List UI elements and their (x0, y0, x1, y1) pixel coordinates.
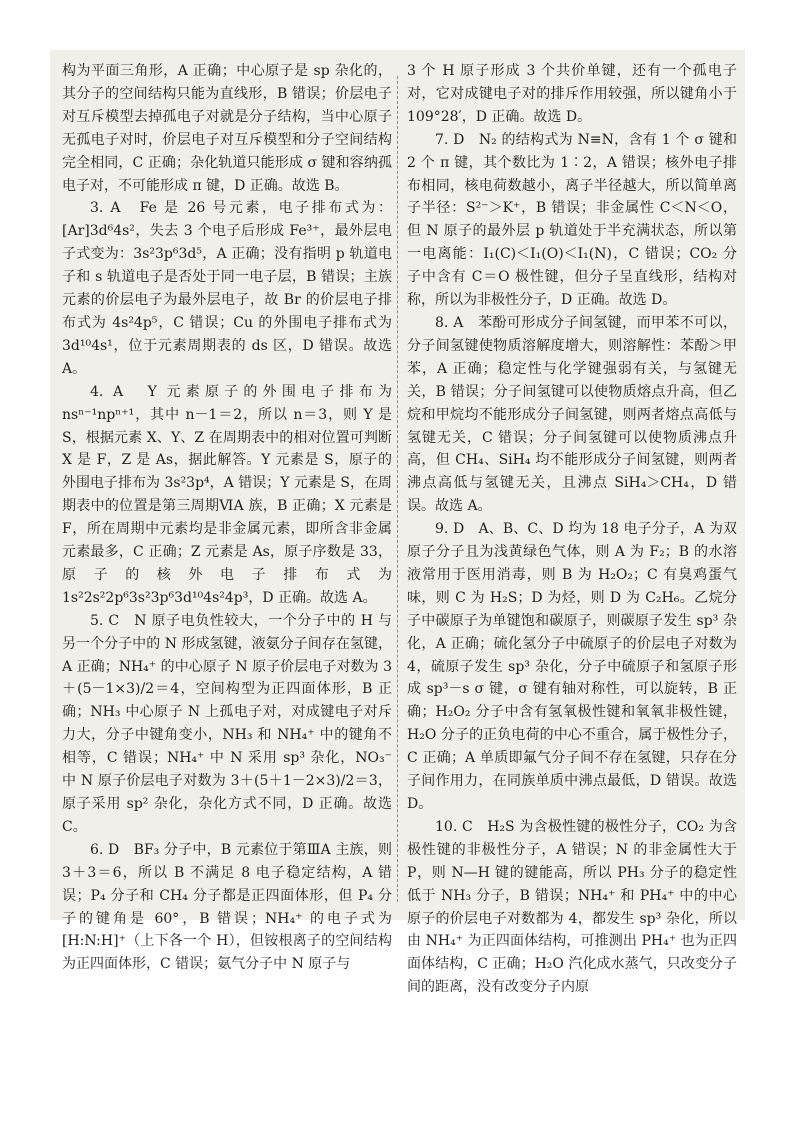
column-divider (397, 76, 399, 902)
answer-10: 10. C H₂S 为含极性键的极性分子，CO₂ 为含极性键的非极性分子，A 错误；N 的非金属性大于 P，则 N—H 键的键能高，所以 PH₃ 分子的稳定性低于 NH₃ 分子，B 错误；NH₄⁺ 和 PH₄⁺ 中的中心原子的价层电子对数都为 4，都发生 sp³ 杂化，所以由 NH₄⁺ 为正四面体结构，可推测出 PH₄⁺ 也为正四面体结构，C 正确；H₂O 汽化成水蒸气，只改变分子间的距离，没有改变分子内原 (407, 818, 737, 996)
answer-8: 8. A 苯酚可形成分子间氢键，而甲苯不可以，分子间氢键使物质溶解度增大，则溶解性：苯酚＞甲苯，A 正确；稳定性与化学键强弱有关，与氢键无关，B 错误；分子间氢键可以使物质熔点升高，但乙烷和甲烷均不能形成分子间氢键，则两者熔点高低与氢键无关，C 错误；分子间氢键可以使物质沸点升高，但 CH₄、SiH₄ 均不能形成分子间氢键，则两者沸点高低与氢键无关，且沸点 SiH₄＞CH₄，D 错误。故选 A。 (407, 314, 737, 515)
left-column (62, 60, 392, 976)
answer-6: 6. D BF₃ 分子中，B 元素位于第ⅢA 主族，则 3＋3＝6，所以 B 不满足 8 电子稳定结构，A 错误；P₄ 分子和 CH₄ 分子都是正四面体形，但 P₄ 分子的键角是 60°，B 错误；NH₄⁺ 的电子式为 [H:N:H]⁺（上下各一个 H），但铵根离子的空间结构为正四面体形，C 错误；氨气分子中 N 原子与 (62, 841, 392, 973)
paragraph-continuation: 3 个 H 原子形成 3 个共价单键，还有一个孤电子对，它对成键电子对的排斥作用较强，所以键角小于 109°28′，D 正确。故选 D。 (407, 63, 737, 125)
answer-3: 3. A Fe 是 26 号元素，电子排布式为：[Ar]3d⁶4s²，失去 3 个电子后形成 Fe³⁺，最外层电子式变为：3s²3p⁶3d⁵，A 正确；没有指明 p 轨道电子和 s 轨道电子是否处于同一电子层，B 错误；主族元素的价层电子为最外层电子，故 Br 的价层电子排布式为 4s²4p⁵，C 错误；Cu 的外围电子排布式为 3d¹⁰4s¹，位于元素周期表的 ds 区，D 错误。故选 A。 (62, 200, 392, 377)
answer-9: 9. D A、B、C、D 均为 18 电子分子，A 为双原子分子且为浅黄绿色气体，则 A 为 F₂；B 的水溶液常用于医用消毒，则 B 为 H₂O₂；C 有臭鸡蛋气味，则 C 为 H₂S；D 为烃，则 D 为 C₂H₆。乙烷分子中碳原子为单键饱和碳原子，则碳原子发生 sp³ 杂化，A 正确；硫化氢分子中硫原子的价层电子对数为 4，硫原子发生 sp³ 杂化，分子中硫原子和氢原子形成 sp³－s σ 键，σ 键有轴对称性，可以旋转，B 正确；H₂O₂ 分子中含有氢氧极性键和氧氧非极性键，H₂O 分子的正负电荷的中心不重合，属于极性分子，C 正确；A 单质即氟气分子间不存在氢键，只存在分子间作用力，在同族单质中沸点最低，D 错误。故选 D。 (407, 521, 737, 812)
answer-page (50, 50, 745, 996)
right-column (407, 60, 737, 999)
answer-7: 7. D N₂ 的结构式为 N≡N，含有 1 个 σ 键和 2 个 π 键，其个数比为 1∶2，A 错误；核外电子排布相同，核电荷数越小，离子半径越大，所以简单离子半径：S²⁻＞K⁺，B 错误；非金属性 C＜N＜O，但 N 原子的最外层 p 轨道处于半充满状态，所以第一电离能：I₁(C)＜I₁(O)＜I₁(N)，C 错误；CO₂ 分子中含有 C＝O 极性键，但分子呈直线形，结构对称，所以为非极性分子，D 正确。故选 D。 (407, 131, 737, 309)
answer-5: 5. C N 原子电负性较大，一个分子中的 H 与另一个分子中的 N 形成氢键，液氨分子间存在氢键，A 正确；NH₄⁺ 的中心原子 N 原子价层电子对数为 3＋(5－1×3)/2＝4，空间构型为正四面体形，B 正确；NH₃ 中心原子 N 上孤电子对，对成键电子对斥力大，分子中键角变小，NH₃ 和 NH₄⁺ 中的键角不相等，C 错误；NH₄⁺ 中 N 采用 sp³ 杂化，NO₃⁻ 中 N 原子价层电子对数为 3＋(5＋1－2×3)/2＝3，原子采用 sp² 杂化，杂化方式不同，D 正确。故选 C。 (62, 612, 392, 835)
answer-4: 4. A Y 元素原子的外围电子排布为 nsⁿ⁻¹npⁿ⁺¹，其中 n－1＝2，所以 n＝3，则 Y 是 S，根据元素 X、Y、Z 在周期表中的相对位置可判断 X 是 F，Z 是 As，据此解答。Y 元素是 S，原子的外围电子排布为 3s²3p⁴，A 错误；Y 元素是 S，在周期表中的位置是第三周期ⅥA 族，B 正确；X 元素是 F，所在周期中元素均是非金属元素，即所含非金属元素最多，C 正确；Z 元素是 As，原子序数是 33，原子的核外电子排布式为 1s²2s²2p⁶3s²3p⁶3d¹⁰4s²4p³，D 正确。故选 A。 (62, 383, 392, 606)
paragraph-continuation: 构为平面三角形，A 正确；中心原子是 sp 杂化的，其分子的空间结构只能为直线形，B 错误；价层电子对互斥模型去掉孤电子对就是分子结构，当中心原子无孤电子对时，价层电子对互斥模型和分子空间结构完全相同，C 正确；杂化轨道只能形成 σ 键和容纳孤电子对，不可能形成 π 键，D 正确。故选 B。 (62, 63, 392, 194)
